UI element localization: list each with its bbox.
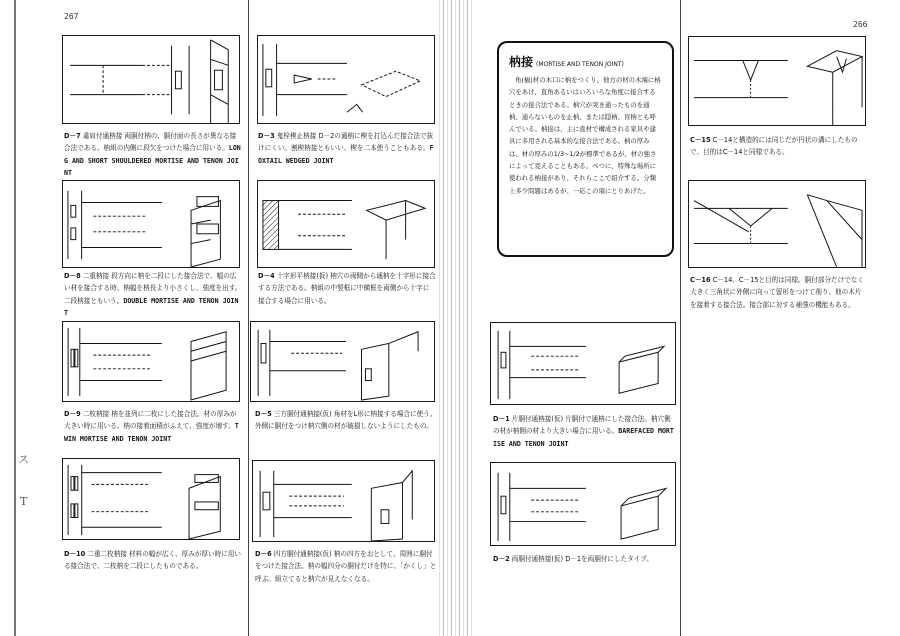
page-number-right: 266 bbox=[853, 20, 868, 29]
figure-d4 bbox=[257, 180, 435, 268]
caption-d7: D－7 違肩付通枘接 両胴付枘の、胴付面の長さが異なる接合法である。枘組の内側に段欠をつけた場合に用いる。LONG AND SHORT SHOULDERED MORTISE AND TENON JOINT bbox=[64, 132, 241, 177]
figure-d6 bbox=[252, 460, 435, 542]
intro-body: 角(栭)材の木口に枘をつくり、他方の材の木端に枘穴をあけ、直角あるいはいろいろな角度に接合するときの接合法である。枘穴が突き通ったものを通枘、通らないものを止枘、または隠枘、盲枘とも呼んでいる。枘接は、主に直材で構成される家具や建具に多用される基本的な接合法である。枘の厚みは、材の厚みの1/3~1/2が標準であるが、材の強さによって変えることもある。ぺつに、特殊な場所に使われる枘接があり、それらここで紹介する。分類上多少問題はあるが、一応この項にとりあげた。 bbox=[509, 76, 661, 195]
column-divider bbox=[248, 0, 249, 636]
figure-d3 bbox=[257, 35, 435, 124]
figure-d5 bbox=[250, 321, 435, 402]
figure-c16 bbox=[688, 180, 866, 268]
caption-c15: C－15 C－14と構造的には同じだが円状の溝にしたもので、目的はC－14と同様である。 bbox=[690, 136, 858, 157]
intro-box bbox=[497, 41, 674, 257]
section-title-en: (MORTISE AND TENON JOINT) bbox=[536, 61, 624, 68]
caption-d8: D－8 二重枘接 段方向に枘を二段にした接合法で、幅の広い材を接合する時、枘幅を枘長より小さくし、強度を出す。二段枘接ともいう。DOUBLE MORTISE AND TENON JOINT bbox=[64, 272, 242, 317]
column-divider bbox=[680, 0, 681, 636]
figure-d7 bbox=[62, 35, 240, 124]
binder-edge bbox=[14, 0, 16, 636]
section-title: 枘接 bbox=[509, 55, 534, 69]
caption-d10: D－10 二重二枚枘接 材料の幅が広く、厚みが厚い時に用いる接合法で、二枚枘を二段にしたものである。 bbox=[64, 550, 241, 571]
figure-c15 bbox=[688, 36, 866, 126]
figure-d2 bbox=[490, 462, 676, 546]
caption-d9: D－9 二枚枘接 枘を並列に二枚にした接合法。材の厚みが大きい時に用いる。枘の接着面積がふえて、強度が増す。TWIN MORTISE AND TENON JOINT bbox=[64, 410, 239, 443]
caption-d4: D－4 十字形平枘接(仮) 枘穴の両側から通枘を十字形に接合する方法である。枘組の中竪框に中横框を両側から十字に接合する場合に用いる。 bbox=[258, 272, 436, 305]
caption-c16: C－16 C－14、C－15と目的は同様。胴付部分だけでなく大きく三角状に外側に向って留形をつけて削り、他の木片を接着する接合法。接合部に対する補強の機能もある。 bbox=[690, 276, 864, 309]
caption-d6: D－6 四方胴付通枘接(仮) 枘の四方をおとして、周囲に胴付をつけた接合法。枘の幅四分の胴付だけを特に、「かくし」と呼ぶ。組立てると枘穴が見えなくなる。 bbox=[255, 550, 437, 583]
page-number-left: 267 bbox=[64, 12, 79, 21]
figure-d10 bbox=[62, 458, 240, 540]
figure-d8 bbox=[62, 180, 240, 268]
caption-d5: D－5 三方胴付通枘接(仮) 角材をL形に枘接する場合に使う。外側に胴付をつけ枘穴側の材が破損しないようにしたもの。 bbox=[255, 410, 437, 431]
caption-d3: D－3 鬼栓楔止枘接 D－2の通枘に楔を打込んだ接合法で抜けにくい。割楔枘接ともいい、楔を二本使うこともある。FOXTAIL WEDGED JOINT bbox=[258, 132, 434, 165]
figure-d1 bbox=[490, 322, 676, 405]
margin-mark: ス bbox=[18, 453, 29, 466]
caption-d1: D－1 片胴付通枘接(仮) 片胴付で通枘にした接合法。枘穴側の材が枘側の材より大きい場合に用いる。BAREFACED MORTISE AND TENON JOINT bbox=[493, 415, 674, 448]
figure-d9 bbox=[62, 321, 240, 402]
caption-d2: D－2 両胴付通枘接(仮) D－1を両胴付にしたタイプ。 bbox=[493, 555, 653, 563]
page-gutter-shadow bbox=[436, 0, 472, 636]
margin-mark: T bbox=[20, 495, 28, 508]
